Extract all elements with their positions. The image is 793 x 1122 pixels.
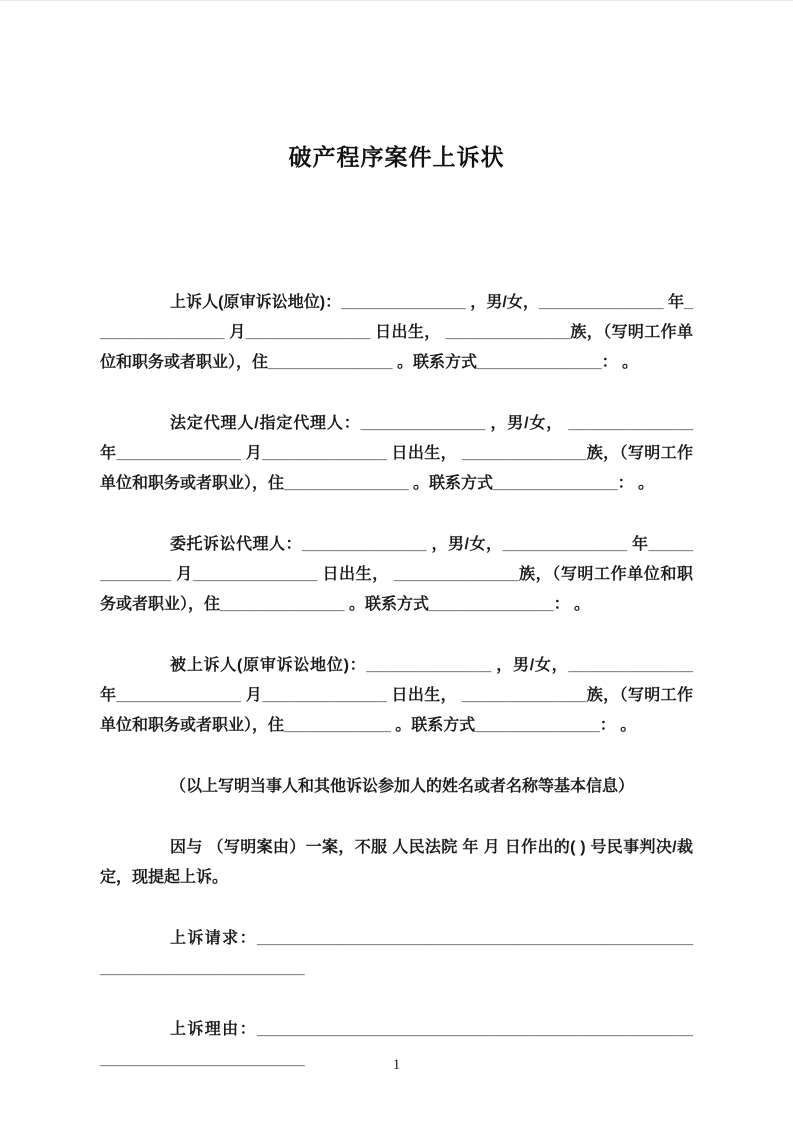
appellee-paragraph: 被上诉人(原审诉讼地位)：______________ ，男/女，______________ 年______________ 月______________ 日出生， ______________族，（写明工作单位和职务或者职业），住____________ 。联系方式______________： 。 <box>100 657 693 734</box>
page-number: 1 <box>392 1057 401 1073</box>
document-title: 破产程序案件上诉状 <box>288 144 505 170</box>
parties-note-paragraph: （以上写明当事人和其他诉讼参加人的姓名或者名称等基本信息） <box>170 778 635 795</box>
cause-of-appeal-paragraph: 因与 （写明案由）一案，不服 人民法院 年 月 日作出的( ) 号民事判决/裁定，现提起上诉。 <box>100 839 693 886</box>
appeal-request-paragraph: 上诉请求：________________________________________________________________________ <box>100 930 693 977</box>
entrusted-agent-paragraph: 委托诉讼代理人：______________ ，男/女，______________ 年_____________ 月______________ 日出生， ______________族，（写明工作单位和职务或者职业），住______________ 。联系方式______________： 。 <box>100 536 693 613</box>
appeal-reason-paragraph: 上诉理由：________________________________________________________________________ <box>100 1021 693 1068</box>
document-body <box>100 288 693 1075</box>
appellant-paragraph: 上诉人(原审诉讼地位)：______________ ，男/女，______________ 年_______________ 月______________ 日出生， ______________族，（写明工作单位和职务或者职业），住______________ 。联系方式______________： 。 <box>100 294 693 371</box>
legal-agent-paragraph: 法定代理人/指定代理人：______________ ，男/女， ______________ 年______________ 月______________ 日出生， ______________族，（写明工作单位和职务或者职业），住______________ 。联系方式______________： 。 <box>100 415 693 492</box>
